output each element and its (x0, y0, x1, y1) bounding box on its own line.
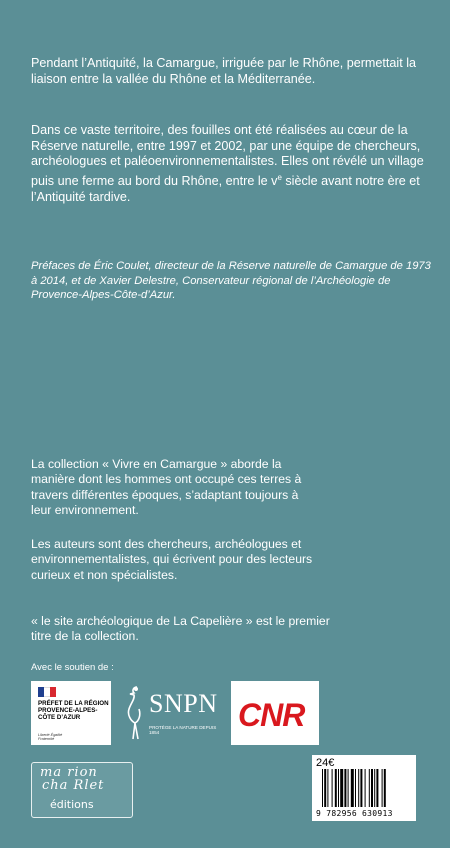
snpn-subtitle: PROTÉGE LA NATURE DEPUIS 1854 (149, 725, 217, 735)
publisher-line-2: cha Rlet (42, 778, 105, 793)
collection-paragraph-3: « le site archéologique de La Capelière » est le premier titre de la collection. (31, 614, 330, 644)
support-label: Avec le soutien de : (31, 662, 114, 673)
excavation-paragraph (31, 123, 426, 205)
barcode-icon (320, 769, 412, 809)
heron-icon (119, 683, 149, 743)
prefet-motto: Liberté Égalité Fraternité (38, 733, 63, 741)
prefet-text: PRÉFET DE LA RÉGION PROVENCE-ALPES-CÔTE D’AZUR (38, 700, 109, 721)
collection-paragraph-1: La collection « Vivre en Camargue » aborde la manière dont les hommes ont occupé ces terres à travers différentes époques, s’adaptant toujours à leur environnement. (31, 457, 302, 517)
snpn-logo (117, 681, 223, 745)
publisher-line-1: ma rion (40, 765, 98, 780)
century-superscript: e (277, 172, 282, 182)
prefet-logo (31, 681, 111, 745)
publisher-line-3: éditions (50, 798, 94, 811)
prefaces-paragraph: Préfaces de Éric Coulet, directeur de la Réserve naturelle de Camargue de 1973 à 2014, et de Xavier Delestre, Conservateur régional de l’Archéologie de Provence-Alpes-Côte-d’Azur. (31, 260, 431, 302)
price-label: 24€ (316, 757, 335, 769)
intro-paragraph: Pendant l’Antiquité, la Camargue, irriguée par le Rhône, permettait la liaison entre la vallée du Rhône et la Méditerranée. (31, 56, 417, 86)
publisher-logo (31, 762, 133, 818)
cnr-logo (231, 681, 319, 745)
isbn-number: 9 782956 630913 (316, 809, 393, 818)
snpn-text: SNPN (149, 689, 218, 718)
excavation-text-end: siècle avant notre ère et l’Antiquité tardive. (31, 173, 420, 204)
collection-paragraph-2: Les auteurs sont des chercheurs, archéologues et environnementalistes, qui écrivent pour des lecteurs curieux et non spécialistes. (31, 537, 313, 582)
excavation-text-start: Dans ce vaste territoire, des fouilles ont été réalisées au cœur de la Réserve naturelle, entre 1997 et 2002, par une équipe de chercheurs, archéologues et paléoenvironnementalistes. Elles ont révélé un village puis une ferme au bord du Rhône, entre le v (31, 123, 424, 188)
french-flag-icon (38, 687, 56, 697)
cnr-text: CNR (238, 697, 305, 733)
